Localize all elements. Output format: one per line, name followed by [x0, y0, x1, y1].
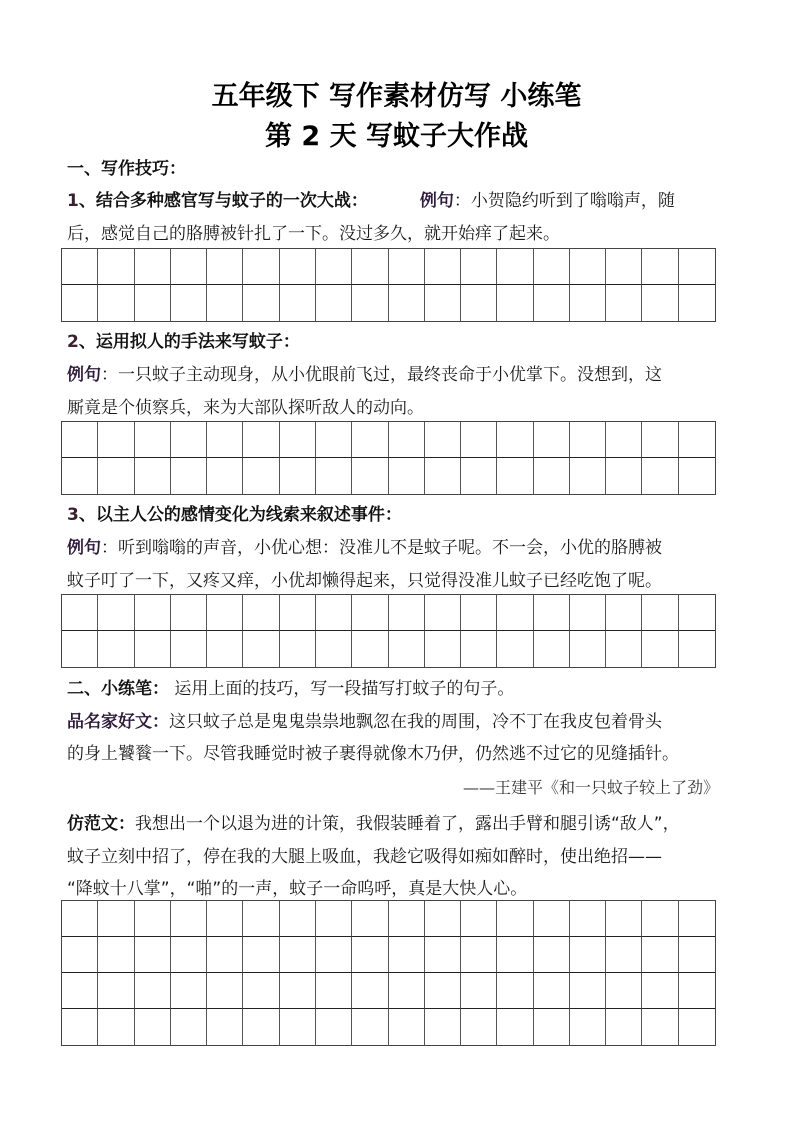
practice-instruction: 运用上面的技巧，写一段描写打蚊子的句子。 [169, 679, 515, 699]
grid-cell[interactable] [62, 631, 98, 667]
grid-cell[interactable] [135, 285, 171, 321]
grid-cell[interactable] [243, 595, 279, 631]
grid-cell[interactable] [243, 937, 279, 973]
example-label: 例句 [67, 365, 101, 385]
grid-cell[interactable] [461, 249, 497, 285]
technique-2 [67, 331, 727, 353]
example-text: ：一只蚊子主动现身，从小优眼前飞过，最终丧命于小优掌下。没想到，这 [101, 365, 662, 385]
grid-cell[interactable] [171, 249, 207, 285]
grid-cell[interactable] [461, 285, 497, 321]
grid-cell[interactable] [352, 595, 388, 631]
grid-cell[interactable] [135, 973, 171, 1009]
grid-cell[interactable] [352, 973, 388, 1009]
grid-cell[interactable] [171, 973, 207, 1009]
grid-cell[interactable] [534, 631, 570, 667]
grid-cell[interactable] [62, 422, 98, 458]
model-text: 我想出一个以退为进的计策，我假装睡着了，露出手臂和腿引诱“敌人”， [135, 814, 680, 834]
grid-cell[interactable] [389, 937, 425, 973]
grid-cell[interactable] [461, 422, 497, 458]
grid-cell[interactable] [316, 422, 352, 458]
grid-cell[interactable] [207, 937, 243, 973]
grid-cell[interactable] [497, 458, 533, 494]
grid-cell[interactable] [62, 937, 98, 973]
grid-cell[interactable] [171, 937, 207, 973]
grid-cell[interactable] [243, 422, 279, 458]
grid-cell[interactable] [570, 937, 606, 973]
grid-cell[interactable] [207, 249, 243, 285]
grid-cell[interactable] [642, 458, 678, 494]
grid-cell[interactable] [98, 973, 134, 1009]
grid-cell[interactable] [62, 973, 98, 1009]
grid-cell[interactable] [461, 595, 497, 631]
technique-title: 、以主人公的感情变化为线索来叙述事件： [78, 505, 402, 525]
grid-cell[interactable] [171, 631, 207, 667]
writing-grid[interactable] [61, 594, 716, 668]
grid-cell[interactable] [389, 973, 425, 1009]
grid-cell[interactable] [497, 285, 533, 321]
grid-cell[interactable] [425, 249, 461, 285]
grid-cell[interactable] [570, 1009, 606, 1045]
grid-cell[interactable] [679, 595, 715, 631]
example-2 [67, 364, 727, 386]
model-text-continued: “降蚊十八掌”，“啪”的一声，蚊子一命呜呼，真是大快人心。 [67, 879, 528, 899]
grid-cell[interactable] [62, 1009, 98, 1045]
technique-number: 1 [67, 191, 79, 211]
master-excerpt [67, 711, 727, 733]
grid-cell[interactable] [280, 937, 316, 973]
grid-cell[interactable] [497, 249, 533, 285]
grid-cell[interactable] [389, 458, 425, 494]
grid-cell[interactable] [352, 422, 388, 458]
technique-1 [67, 190, 727, 212]
grid-cell[interactable] [679, 285, 715, 321]
technique-number: 3 [67, 505, 79, 525]
grid-cell[interactable] [171, 422, 207, 458]
example-text-continued: 蚊子叮了一下，又疼又痒，小优却懒得起来，只觉得没准儿蚊子已经吃饱了呢。 [67, 571, 662, 591]
grid-cell[interactable] [389, 595, 425, 631]
grid-cell[interactable] [534, 937, 570, 973]
grid-cell[interactable] [243, 1009, 279, 1045]
grid-cell[interactable] [461, 1009, 497, 1045]
grid-cell[interactable] [207, 422, 243, 458]
grid-cell[interactable] [534, 973, 570, 1009]
grid-cell[interactable] [425, 422, 461, 458]
example-text: ：小贺隐约听到了嗡嗡声，随 [453, 191, 675, 211]
grid-cell[interactable] [389, 901, 425, 937]
grid-cell[interactable] [425, 973, 461, 1009]
example-label: 例句 [419, 191, 454, 211]
grid-cell[interactable] [534, 458, 570, 494]
grid-cell[interactable] [642, 249, 678, 285]
grid-cell[interactable] [171, 595, 207, 631]
grid-cell[interactable] [679, 631, 715, 667]
grid-cell[interactable] [62, 285, 98, 321]
master-text: 这只蚊子总是鬼鬼祟祟地飘忽在我的周围，冷不丁在我皮包着骨头 [169, 712, 662, 732]
grid-cell[interactable] [570, 595, 606, 631]
grid-cell[interactable] [425, 1009, 461, 1045]
grid-cell[interactable] [316, 973, 352, 1009]
grid-cell[interactable] [534, 595, 570, 631]
grid-cell[interactable] [389, 631, 425, 667]
grid-cell[interactable] [389, 422, 425, 458]
grid-cell[interactable] [606, 595, 642, 631]
grid-cell[interactable] [243, 901, 279, 937]
grid-cell[interactable] [207, 631, 243, 667]
grid-cell[interactable] [316, 249, 352, 285]
grid-cell[interactable] [207, 595, 243, 631]
grid-cell[interactable] [135, 937, 171, 973]
grid-cell[interactable] [425, 458, 461, 494]
grid-cell[interactable] [62, 249, 98, 285]
grid-cell[interactable] [570, 973, 606, 1009]
grid-cell[interactable] [534, 422, 570, 458]
grid-cell[interactable] [461, 901, 497, 937]
grid-cell[interactable] [280, 595, 316, 631]
grid-cell[interactable] [352, 631, 388, 667]
grid-cell[interactable] [461, 458, 497, 494]
grid-cell[interactable] [280, 249, 316, 285]
grid-cell[interactable] [171, 458, 207, 494]
grid-cell[interactable] [679, 458, 715, 494]
grid-cell[interactable] [679, 973, 715, 1009]
grid-cell[interactable] [570, 901, 606, 937]
grid-cell[interactable] [352, 1009, 388, 1045]
grid-cell[interactable] [98, 937, 134, 973]
example-text-continued: 后，感觉自己的胳膊被针扎了一下。没过多久，就开始痒了起来。 [67, 224, 560, 244]
grid-cell[interactable] [243, 249, 279, 285]
grid-cell[interactable] [98, 595, 134, 631]
grid-cell[interactable] [606, 937, 642, 973]
grid-cell[interactable] [679, 1009, 715, 1045]
grid-cell[interactable] [461, 937, 497, 973]
grid-cell[interactable] [642, 1009, 678, 1045]
grid-cell[interactable] [534, 1009, 570, 1045]
model-label: 仿范文： [67, 814, 135, 834]
writing-grid[interactable] [61, 900, 716, 1046]
grid-cell[interactable] [679, 422, 715, 458]
grid-cell[interactable] [243, 285, 279, 321]
grid-cell[interactable] [98, 1009, 134, 1045]
grid-cell[interactable] [316, 1009, 352, 1045]
grid-cell[interactable] [606, 973, 642, 1009]
grid-cell[interactable] [171, 285, 207, 321]
grid-cell[interactable] [389, 285, 425, 321]
grid-cell[interactable] [606, 285, 642, 321]
grid-cell[interactable] [497, 595, 533, 631]
grid-cell[interactable] [606, 249, 642, 285]
grid-cell[interactable] [425, 901, 461, 937]
attribution: ——王建平《和一只蚊子较上了劲》 [462, 778, 719, 797]
grid-cell[interactable] [62, 458, 98, 494]
grid-cell[interactable] [461, 973, 497, 1009]
writing-grid[interactable] [61, 421, 716, 495]
grid-cell[interactable] [679, 937, 715, 973]
grid-cell[interactable] [425, 937, 461, 973]
grid-cell[interactable] [135, 249, 171, 285]
grid-cell[interactable] [425, 631, 461, 667]
grid-cell[interactable] [135, 595, 171, 631]
master-text-continued: 的身上饕餮一下。尽管我睡觉时被子裹得就像木乃伊，仍然逃不过它的见缝插针。 [67, 744, 679, 764]
grid-cell[interactable] [534, 901, 570, 937]
grid-cell[interactable] [679, 901, 715, 937]
grid-cell[interactable] [135, 631, 171, 667]
grid-cell[interactable] [316, 285, 352, 321]
section-heading-techniques: 一、写作技巧： [67, 159, 186, 179]
grid-cell[interactable] [642, 285, 678, 321]
grid-cell[interactable] [135, 901, 171, 937]
grid-cell[interactable] [171, 901, 207, 937]
grid-cell[interactable] [352, 458, 388, 494]
page-subtitle: 第 2 天 写蚊子大作战 [265, 121, 528, 152]
grid-cell[interactable] [570, 422, 606, 458]
technique-3 [67, 504, 727, 526]
grid-cell[interactable] [679, 249, 715, 285]
grid-cell[interactable] [207, 458, 243, 494]
grid-cell[interactable] [497, 422, 533, 458]
grid-cell[interactable] [316, 631, 352, 667]
grid-cell[interactable] [642, 973, 678, 1009]
grid-cell[interactable] [280, 422, 316, 458]
technique-number: 2 [67, 332, 79, 352]
grid-cell[interactable] [497, 937, 533, 973]
grid-cell[interactable] [642, 937, 678, 973]
grid-cell[interactable] [280, 1009, 316, 1045]
grid-cell[interactable] [425, 595, 461, 631]
grid-cell[interactable] [352, 285, 388, 321]
grid-cell[interactable] [425, 285, 461, 321]
grid-cell[interactable] [606, 1009, 642, 1045]
grid-cell[interactable] [570, 458, 606, 494]
grid-cell[interactable] [352, 249, 388, 285]
grid-cell[interactable] [534, 249, 570, 285]
grid-cell[interactable] [171, 1009, 207, 1045]
grid-cell[interactable] [98, 285, 134, 321]
grid-cell[interactable] [62, 901, 98, 937]
grid-cell[interactable] [316, 458, 352, 494]
grid-cell[interactable] [570, 285, 606, 321]
section-heading-practice [67, 678, 727, 700]
grid-cell[interactable] [316, 595, 352, 631]
grid-cell[interactable] [243, 631, 279, 667]
grid-cell[interactable] [135, 422, 171, 458]
grid-cell[interactable] [606, 901, 642, 937]
page-title: 五年级下 写作素材仿写 小练笔 [211, 81, 582, 112]
grid-cell[interactable] [497, 1009, 533, 1045]
grid-cell[interactable] [389, 1009, 425, 1045]
grid-cell[interactable] [207, 901, 243, 937]
grid-cell[interactable] [280, 631, 316, 667]
grid-cell[interactable] [207, 285, 243, 321]
grid-cell[interactable] [461, 631, 497, 667]
grid-cell[interactable] [316, 901, 352, 937]
example-text-continued: 厮竟是个侦察兵，来为大部队探听敌人的动向。 [67, 398, 424, 418]
grid-cell[interactable] [570, 249, 606, 285]
grid-cell[interactable] [606, 458, 642, 494]
grid-cell[interactable] [642, 422, 678, 458]
grid-cell[interactable] [98, 249, 134, 285]
technique-title: 、结合多种感官写与蚊子的一次大战： [78, 191, 368, 211]
grid-cell[interactable] [570, 631, 606, 667]
grid-cell[interactable] [207, 1009, 243, 1045]
grid-cell[interactable] [352, 937, 388, 973]
grid-cell[interactable] [98, 901, 134, 937]
grid-cell[interactable] [642, 901, 678, 937]
grid-cell[interactable] [243, 458, 279, 494]
grid-cell[interactable] [606, 422, 642, 458]
example-label: 例句 [67, 538, 101, 558]
grid-cell[interactable] [98, 631, 134, 667]
example-3 [67, 537, 727, 559]
grid-cell[interactable] [243, 973, 279, 1009]
grid-cell[interactable] [497, 901, 533, 937]
model-text-continued: 蚊子立刻中招了，停在我的大腿上吸血，我趁它吸得如痴如醉时，使出绝招—— [67, 847, 662, 867]
technique-title: 、运用拟人的手法来写蚊子： [78, 332, 300, 352]
grid-cell[interactable] [98, 422, 134, 458]
master-label: 品名家好文： [67, 712, 169, 732]
grid-cell[interactable] [135, 458, 171, 494]
writing-grid[interactable] [61, 248, 716, 322]
grid-cell[interactable] [497, 631, 533, 667]
grid-cell[interactable] [62, 595, 98, 631]
grid-cell[interactable] [280, 901, 316, 937]
grid-cell[interactable] [606, 631, 642, 667]
grid-cell[interactable] [280, 458, 316, 494]
grid-cell[interactable] [352, 901, 388, 937]
grid-cell[interactable] [135, 1009, 171, 1045]
grid-cell[interactable] [497, 973, 533, 1009]
example-text: ：听到嗡嗡的声音，小优心想：没准儿不是蚊子呢。不一会，小优的胳膊被 [101, 538, 662, 558]
grid-cell[interactable] [642, 631, 678, 667]
grid-cell[interactable] [642, 595, 678, 631]
grid-cell[interactable] [280, 973, 316, 1009]
practice-heading: 二、小练笔： [67, 679, 169, 699]
model-essay [67, 813, 727, 835]
grid-cell[interactable] [207, 973, 243, 1009]
grid-cell[interactable] [534, 285, 570, 321]
grid-cell[interactable] [316, 937, 352, 973]
grid-cell[interactable] [280, 285, 316, 321]
grid-cell[interactable] [389, 249, 425, 285]
grid-cell[interactable] [98, 458, 134, 494]
